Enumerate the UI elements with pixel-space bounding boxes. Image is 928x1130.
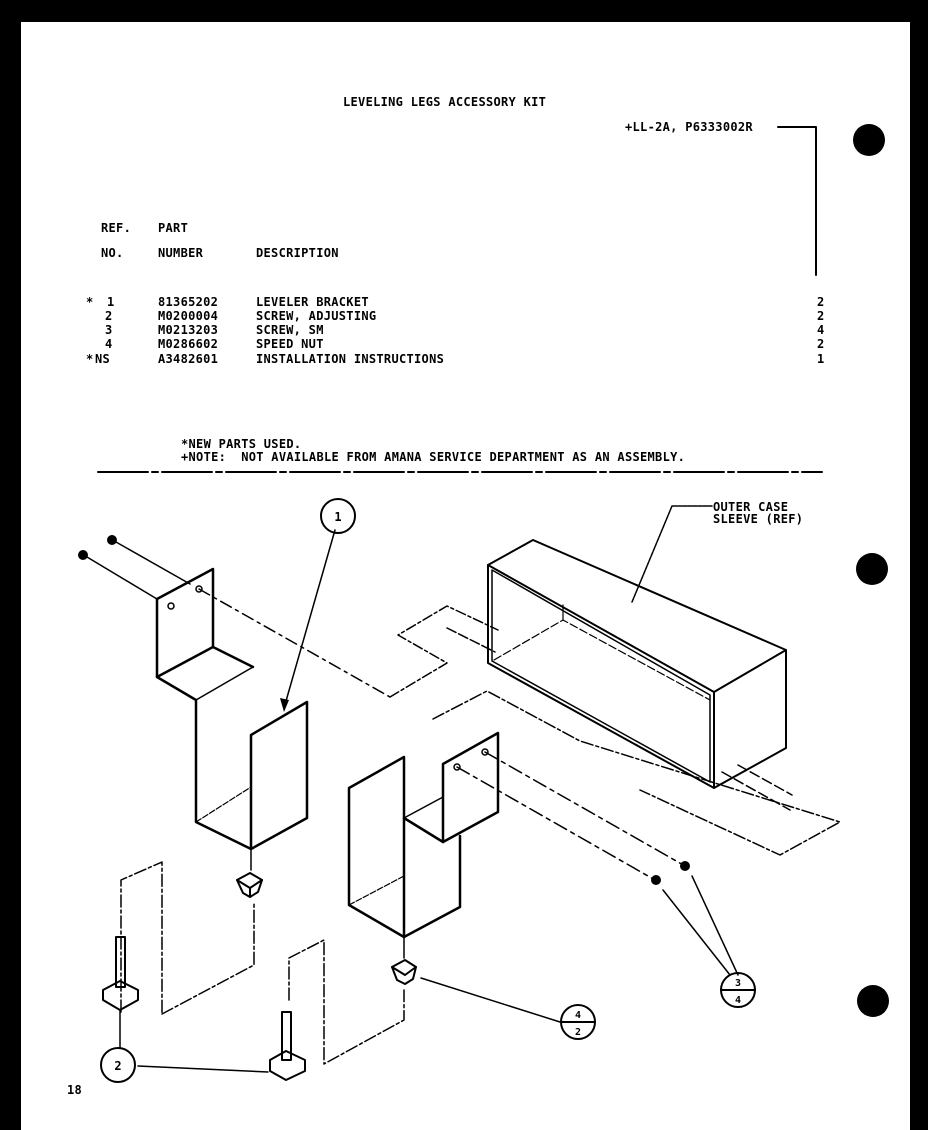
callout-4-label: 4 [734,995,742,1006]
row-description: SCREW, SM [256,323,324,337]
header-part-line2: NUMBER [158,246,204,260]
row-quantity: 4 [817,323,825,337]
note-new-parts: *NEW PARTS USED. [181,437,302,451]
screw-head-icon [78,550,88,560]
callout-3-label: 3 [734,978,742,989]
callout-2-label: 2 [114,1059,122,1073]
row-description: SCREW, ADJUSTING [256,309,377,323]
header-ref-line1: REF. [101,221,132,235]
screw-head-icon [651,875,661,885]
outer-case-label-line1: OUTER CASE [713,500,789,514]
row-marker: * [86,295,94,309]
row-description: INSTALLATION INSTRUCTIONS [256,352,445,366]
row-quantity: 2 [817,309,825,323]
page-title: LEVELING LEGS ACCESSORY KIT [343,95,547,109]
leveler-bracket-right [349,733,498,937]
screw-head-icon [107,535,117,545]
row-quantity: 2 [817,337,825,351]
row-part-number: 81365202 [158,295,219,309]
row-marker: * [86,352,94,366]
row-part-number: M0213203 [158,323,219,337]
row-quantity: 1 [817,352,825,366]
row-part-number: A3482601 [158,352,219,366]
header-ref-line2: NO. [101,246,124,260]
adjusting-screw-right [270,1012,305,1080]
kit-reference: +LL-2A, P6333002R [625,120,753,134]
screw-head-icon [680,861,690,871]
row-ref: 1 [107,295,115,309]
speed-nut-right [392,960,416,984]
row-part-number: M0200004 [158,309,219,323]
outer-case-sleeve [488,540,786,788]
callout-4-nut-label: 4 [574,1010,582,1021]
speed-nut-left [237,873,262,897]
row-ref: 4 [105,337,113,351]
note-assembly: +NOTE: NOT AVAILABLE FROM AMANA SERVICE DEPARTMENT AS AN ASSEMBLY. [181,450,686,464]
row-ref: NS [95,352,111,366]
lower-floor-outline [433,691,840,855]
callout-2-nut-label: 2 [574,1027,582,1038]
row-quantity: 2 [817,295,825,309]
row-description: SPEED NUT [256,337,324,351]
row-part-number: M0286602 [158,337,219,351]
callout-1-label: 1 [334,510,342,524]
upper-floor-outline [390,606,498,697]
header-part-line1: PART [158,221,189,235]
kit-bracket-line [778,127,816,275]
outer-case-label-line2: SLEEVE (REF) [713,512,804,526]
row-ref: 2 [105,309,113,323]
header-description: DESCRIPTION [256,246,339,260]
row-ref: 3 [105,323,113,337]
row-description: LEVELER BRACKET [256,295,369,309]
page-number: 18 [67,1083,83,1097]
